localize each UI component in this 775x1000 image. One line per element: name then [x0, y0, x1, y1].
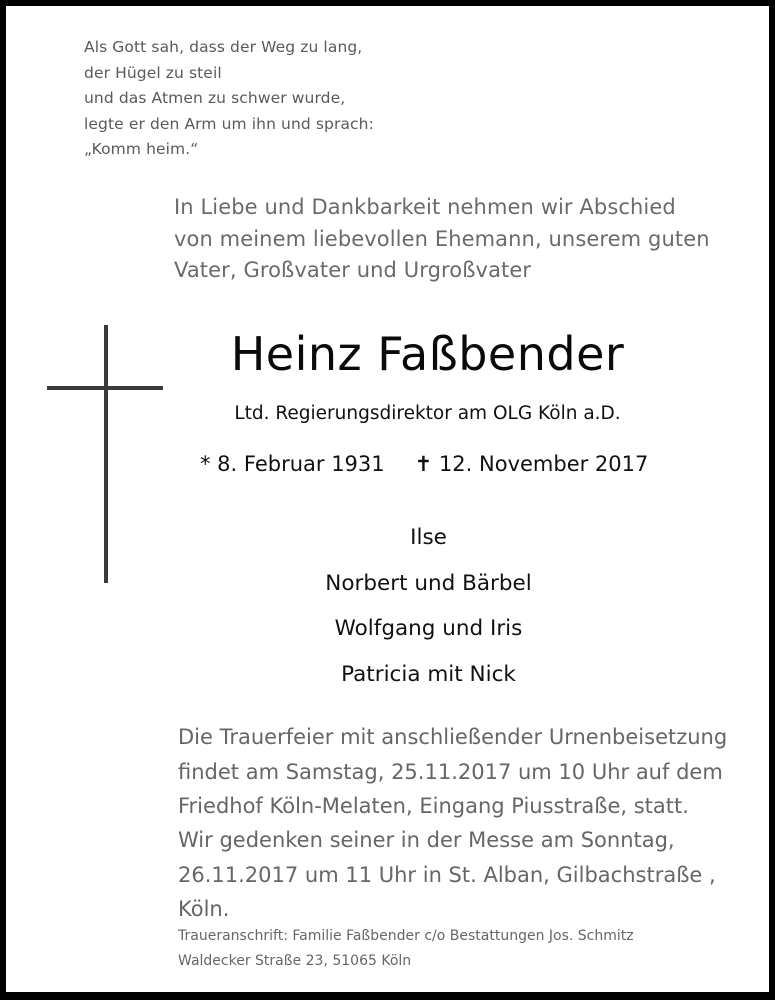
intro-line: Vater, Großvater und Urgroßvater: [174, 258, 532, 282]
mass-line: 26.11.2017 um 11 Uhr in St. Alban, Gilbachstraße ,: [178, 862, 716, 887]
mass-line: Wir gedenken seiner in der Messe am Sonntag,: [178, 828, 675, 852]
poem-line: legte er den Arm um ihn und sprach:: [84, 114, 374, 133]
poem-line: Als Gott sah, dass der Weg zu lang,: [84, 38, 363, 56]
funeral-notice: [178, 720, 727, 824]
poem-line: „Komm heim.“: [84, 140, 199, 158]
funeral-line: Die Trauerfeier mit anschließender Urnenbeisetzung: [178, 725, 728, 749]
intro-line: von meinem liebevollen Ehemann, unserem guten: [174, 226, 710, 251]
poem-line: und das Atmen zu schwer wurde,: [84, 89, 346, 107]
address-line: Waldecker Straße 23, 51065 Köln: [178, 953, 412, 969]
mourner-name: Norbert und Bärbel: [325, 570, 532, 596]
life-dates: [200, 449, 648, 479]
deceased-name: Heinz Faßbender: [230, 327, 625, 381]
mourning-address: [178, 924, 634, 974]
mass-line: Köln.: [178, 897, 230, 921]
mourner-name: Wolfgang und Iris: [334, 616, 523, 641]
death-date: 12. November 2017: [438, 452, 649, 476]
mourner-name: Ilse: [410, 525, 447, 550]
mourners-list: [6, 518, 775, 700]
birth-date: * 8. Februar 1931: [200, 452, 385, 476]
cross-horizontal-bar: [47, 386, 163, 390]
mourner-name: Patricia mit Nick: [341, 661, 516, 687]
intro-line: In Liebe und Dankbarkeit nehmen wir Abschied: [174, 195, 676, 219]
poem-line: der Hügel zu steil: [84, 63, 222, 82]
deceased-title: Ltd. Regierungsdirektor am OLG Köln a.D.: [234, 403, 621, 424]
dagger-icon: ✝: [414, 452, 433, 476]
address-line: Traueranschrift: Familie Faßbender c/o Bestattungen Jos. Schmitz: [178, 928, 634, 944]
funeral-line: Friedhof Köln-Melaten, Eingang Piusstraße, statt.: [178, 794, 689, 818]
poem: [84, 35, 374, 163]
funeral-line: findet am Samstag, 25.11.2017 um 10 Uhr auf dem: [178, 759, 723, 784]
intro-text: [174, 192, 710, 287]
mass-notice: [178, 823, 716, 927]
